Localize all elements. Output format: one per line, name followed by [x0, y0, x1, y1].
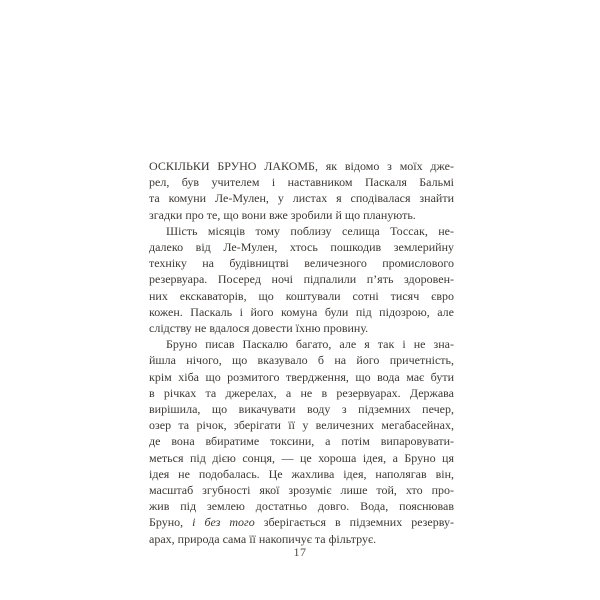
text-segment: зберігається в підземних резерву-: [254, 515, 454, 530]
text-line: [149, 255, 454, 271]
text-line: [149, 369, 454, 385]
text-line: [149, 482, 454, 498]
text-segment: Бруно,: [149, 515, 193, 530]
text-line: [149, 498, 454, 514]
page-number: 17: [293, 545, 307, 559]
text-line: [149, 304, 454, 320]
text-line: [149, 158, 454, 174]
text-segment: ідея не подобалась. Це жахлива ідея, наполягав він,: [149, 466, 454, 481]
text-segment: згадки про те, що вони вже зробили й що планують.: [149, 207, 416, 222]
text-line: [149, 385, 454, 401]
text-segment: слідству не вдалося довести їхню провину.: [149, 321, 369, 336]
italic-text-segment: і без того: [192, 515, 255, 530]
text-segment: де вона вбиратиме токсини, а потім випаровувати-: [149, 434, 454, 449]
text-line: [149, 207, 454, 223]
text-segment: них екскаваторів, що коштували сотні тисяч євро: [149, 288, 454, 303]
text-segment: в річках та джерелах, а не в резервуарах. Держава: [149, 385, 454, 400]
text-line: [149, 514, 454, 530]
text-line: [149, 174, 454, 190]
text-segment: масштаб згубності якої зрозуміє лише той, хто про-: [149, 483, 454, 498]
text-line: [149, 417, 454, 433]
text-line: [149, 271, 454, 287]
text-segment: арах, природа сама її накопичує та фільтрує.: [149, 531, 377, 546]
text-segment: далеко від Ле-Мулен, хтось пошкодив землерийну: [149, 240, 454, 255]
text-segment: Шість місяців тому поблизу селища Тоссак, не-: [166, 223, 454, 238]
text-segment: йшла нічого, що вказувало б на його причетність,: [149, 353, 454, 368]
text-block: [149, 158, 454, 547]
text-segment: та комуни Ле-Мулен, у листах я сподівалася знайти: [149, 191, 454, 206]
text-segment: техніку на будівництві величезного промислового: [149, 256, 454, 271]
text-line: [149, 433, 454, 449]
text-line: [149, 336, 454, 352]
text-segment: ОСКІЛЬКИ БРУНО ЛАКОМБ, як відомо з моїх дже-: [149, 159, 454, 173]
text-line: [149, 239, 454, 255]
text-segment: крім хіба що розмитого твердження, що вода має бути: [149, 369, 454, 384]
text-line: [149, 401, 454, 417]
text-segment: рел, був учителем і наставником Паскаля Бальмі: [149, 175, 454, 190]
text-segment: кожен. Паскаль і його комуна були під підозрою, але: [149, 304, 454, 319]
text-segment: вирішила, що викачувати воду з підземних печер,: [149, 402, 454, 417]
text-line: [149, 288, 454, 304]
text-line: [149, 320, 454, 336]
text-segment: озер та річок, зберігати її у величезних мегабасейнах,: [149, 418, 454, 433]
text-segment: Бруно писав Паскалю багато, але я так і не зна-: [166, 337, 454, 352]
text-line: [149, 190, 454, 206]
text-line: [149, 450, 454, 466]
text-line: [149, 223, 454, 239]
text-segment: меться під дією сонця, — це хороша ідея, а Бруно ця: [149, 450, 454, 465]
text-line: [149, 466, 454, 482]
text-line: [149, 352, 454, 368]
text-segment: жив під землею достатньо довго. Вода, пояснював: [149, 499, 454, 514]
text-segment: резервуара. Посеред ночі підпалили п’ять здоровен-: [149, 272, 454, 287]
